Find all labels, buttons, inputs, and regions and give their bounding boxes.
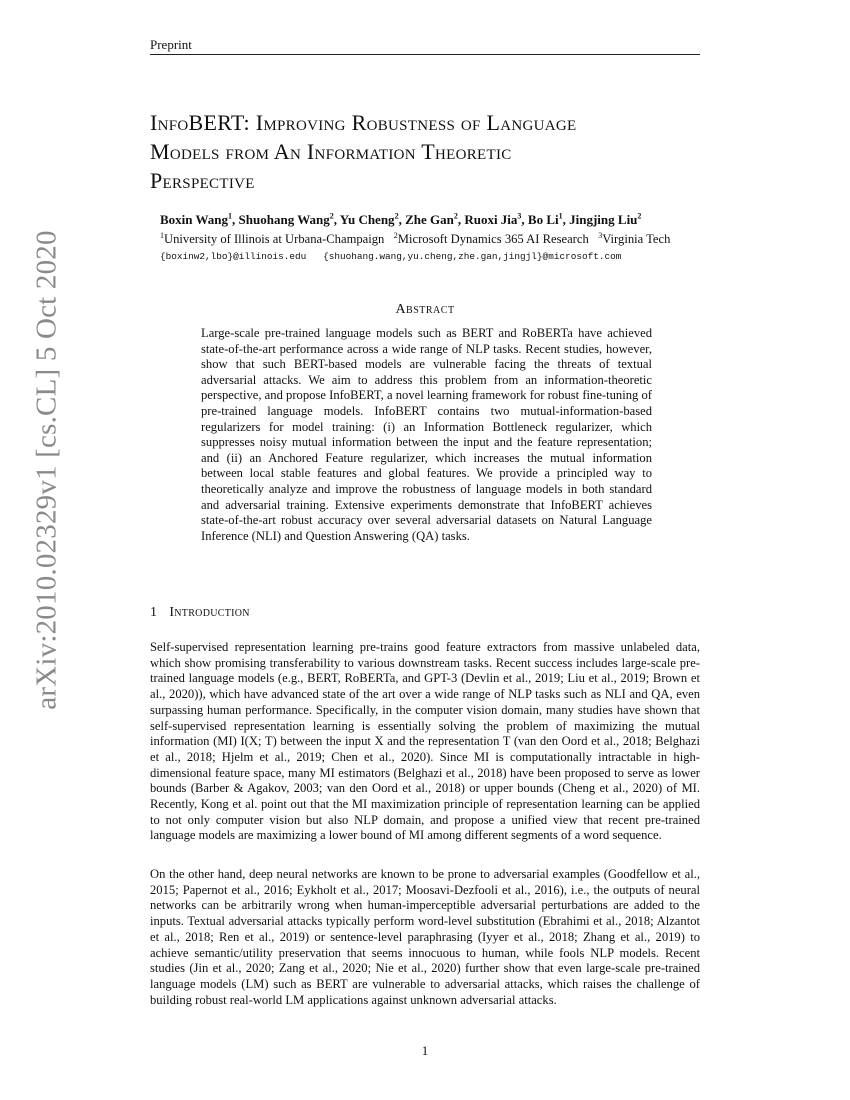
author-affil-mark: 2 [637, 211, 642, 221]
author-affil-mark: 2 [394, 211, 399, 221]
author-emails: {boxinw2,lbo}@illinois.edu {shuohang.wang,yu.cheng,zhe.gan,jingjl}@microsoft.com [160, 251, 622, 262]
author-sep: , [562, 212, 570, 227]
author-sep: , [232, 212, 239, 227]
author-affil-mark: 1 [228, 211, 233, 221]
author-sep: , [333, 212, 340, 227]
affil-mark: 1 [160, 230, 164, 240]
body-paragraph: On the other hand, deep neural networks are known to be prone to adversarial examples (Goodfellow et al., 2015; Papernot et al., 2016; Eykholt et al., 2017; Moosavi-Dezfooli et al., 2016), i.e., the outputs of neural networks can be arbitrarily wrong when human-imperceptible adversarial perturbations are added to the inputs. Textual adversarial attacks typically perform word-level substitution (Ebrahimi et al., 2018; Alzantot et al., 2018; Ren et al., 2019) or sentence-level paraphrasing (Iyyer et al., 2018; Zhang et al., 2019) to achieve semantic/utility preservation that seems innocuous to human, while fools NLP models. Recent studies (Jin et al., 2020; Zang et al., 2020; Nie et al., 2020) further show that even large-scale pre-trained language models (LM) such as BERT are vulnerable to adversarial attacks, which raises the challenge of building robust real-world LM applications against unknown adversarial attacks. [150, 867, 700, 1007]
section-number: 1 [150, 605, 158, 620]
author-sep: , [398, 212, 406, 227]
author-affil-mark: 2 [329, 211, 334, 221]
running-header: Preprint [150, 37, 192, 52]
author-name: Bo Li [527, 212, 559, 227]
affil-mark: 2 [393, 230, 398, 240]
author-name: Yu Cheng [339, 212, 395, 227]
affiliation-list [160, 232, 720, 247]
abstract-text: Large-scale pre-trained language models such as BERT and RoBERTa have achieved state-of-the-art performance across a wide range of NLP tasks. Recent studies, however, show that such BERT-based models are vulnerable facing the threats of textual adversarial attacks. We aim to address this problem from an information-theoretic perspective, and propose InfoBERT, a novel learning framework for robust fine-tuning of pre-trained language models. InfoBERT contains two mutual-information-based regularizers for model training: (i) an Information Bottleneck regularizer, which suppresses noisy mutual information between the input and the feature representation; and (ii) an Anchored Feature regularizer, which increases the mutual information between local stable features and global features. We provide a principled way to theoretically analyze and improve the robustness of language models in both standard and adversarial training. Extensive experiments demonstrate that InfoBERT achieves state-of-the-art robust accuracy over several adversarial datasets on Natural Language Inference (NLI) and Question Answering (QA) tasks. [201, 326, 652, 543]
affiliation: Virginia Tech [602, 232, 671, 246]
author-name: Jingjing Liu [569, 212, 638, 227]
author-list [160, 212, 720, 228]
page-number: 1 [421, 1043, 429, 1058]
section-title: Introduction [169, 605, 250, 620]
affiliation: Microsoft Dynamics 365 AI Research [397, 232, 589, 246]
author-sep: , [457, 212, 465, 227]
author-sep: , [521, 212, 528, 227]
author-name: Zhe Gan [405, 212, 454, 227]
abstract-heading: Abstract [395, 302, 455, 317]
affil-mark: 3 [598, 230, 603, 240]
author-affil-mark: 1 [558, 211, 563, 221]
body-paragraph: Self-supervised representation learning pre-trains good feature extractors from massive unlabeled data, which show promising transferability to various downstream tasks. Recent success includes large-scale pre-trained language models (e.g., BERT, RoBERTa, and GPT-3 (Devlin et al., 2019; Liu et al., 2019; Brown et al., 2020)), which have advanced state of the art over a wide range of NLP tasks such as NLI and QA, even surpassing human performance. Specifically, in the computer vision domain, many studies have shown that self-supervised representation learning is essentially solving the problem of maximizing the mutual information (MI) I(X; T) between the input X and the representation T (van den Oord et al., 2018; Belghazi et al., 2018; Hjelm et al., 2019; Chen et al., 2020). Since MI is computationally intractable in high-dimensional feature space, many MI estimators (Belghazi et al., 2018) have been proposed to serve as lower bounds (Barber & Agakov, 2003; van den Oord et al., 2018) or upper bounds (Cheng et al., 2020) of MI. Recently, Kong et al. point out that the MI maximization principle of representation learning can be applied to not only computer vision but also NLP domain, and propose a unified view that recent pre-trained language models are maximizing a lower bound of MI among different segments of a word sequence. [150, 640, 700, 843]
author-name: Shuohang Wang [238, 212, 330, 227]
author-name: Boxin Wang [160, 212, 229, 227]
affiliation: University of Illinois at Urbana-Champaign [164, 232, 385, 246]
title-line: InfoBERT: Improving Robustness of Language [150, 110, 577, 135]
author-affil-mark: 3 [517, 211, 522, 221]
paper-title [150, 108, 710, 195]
arxiv-identifier: arXiv:2010.02329v1 [cs.CL] 5 Oct 2020 [30, 230, 63, 710]
title-line: Perspective [150, 168, 255, 193]
author-name: Ruoxi Jia [464, 212, 518, 227]
author-affil-mark: 2 [453, 211, 458, 221]
header-rule [150, 54, 700, 55]
section-heading [150, 605, 250, 621]
title-line: Models from An Information Theoretic [150, 139, 512, 164]
